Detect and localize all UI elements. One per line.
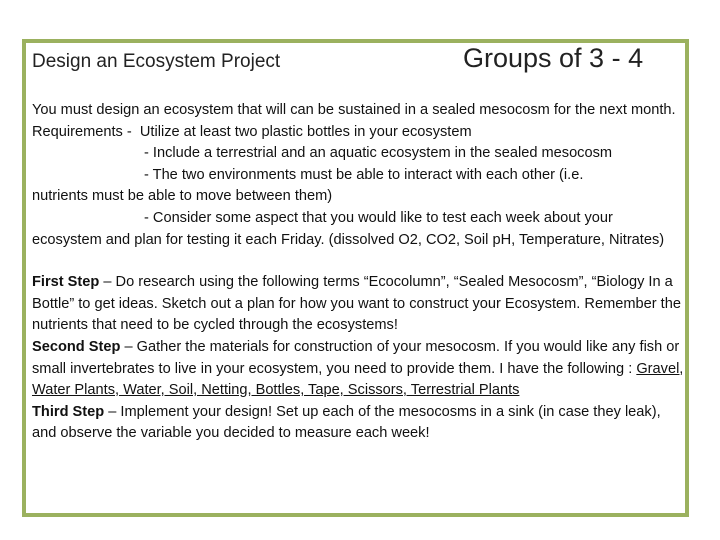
third-step-label: Third Step <box>32 403 105 420</box>
second-step-label: Second Step <box>32 338 121 355</box>
requirements-label: Requirements - <box>32 123 132 140</box>
first-step-label: First Step <box>32 274 100 291</box>
first-step-paragraph <box>32 272 684 337</box>
requirement-2: - Include a terrestrial and an aquatic ecosystem in the sealed mesocosm <box>144 145 613 162</box>
materials-list: Gravel, Water Plants, Water, Soil, Netting, Bottles, Tape, Scissors, Terrestrial Plants <box>32 360 684 399</box>
second-step-text: – Gather the materials for construction of your mesocosm. If you would like any fish or small invertebrates to live in your ecosystem, you need to provide them. I have the following : <box>32 338 680 377</box>
paragraph-gap <box>32 251 684 272</box>
requirement-4-continued: ecosystem and plan for testing it each Friday. (dissolved O2, CO2, Soil pH, Temperature, Nitrates) <box>32 231 665 248</box>
requirement-1: Utilize at least two plastic bottles in your ecosystem <box>139 123 472 140</box>
first-step-text: – Do research using the following terms “Ecocolumn”, “Sealed Mesocosm”, “Biology In a Bottle” to get ideas. Sketch out a plan for how you want to construct your Ecosystem. Remember the nutrients that need to be cycled through the ecosystems! <box>32 274 681 334</box>
requirement-4: - Consider some aspect that you would like to test each week about your <box>144 209 613 226</box>
requirements-line-1 <box>32 122 684 144</box>
third-step-text: – Implement your design! Set up each of the mesocosms in a sink (in case they leak), and observe the variable you decided to measure each week! <box>32 403 661 442</box>
second-step-paragraph <box>32 337 684 402</box>
slide-body <box>32 100 684 445</box>
group-size-heading: Groups of 3 - 4 <box>463 43 644 73</box>
third-step-paragraph <box>32 402 684 445</box>
project-title: Design an Ecosystem Project <box>32 51 281 72</box>
requirement-3: - The two environments must be able to interact with each other (i.e. <box>144 166 584 183</box>
intro-paragraph: You must design an ecosystem that will can be sustained in a sealed mesocosm for the next month. <box>32 102 676 118</box>
requirement-3-continued: nutrients must be able to move between them) <box>32 188 333 205</box>
